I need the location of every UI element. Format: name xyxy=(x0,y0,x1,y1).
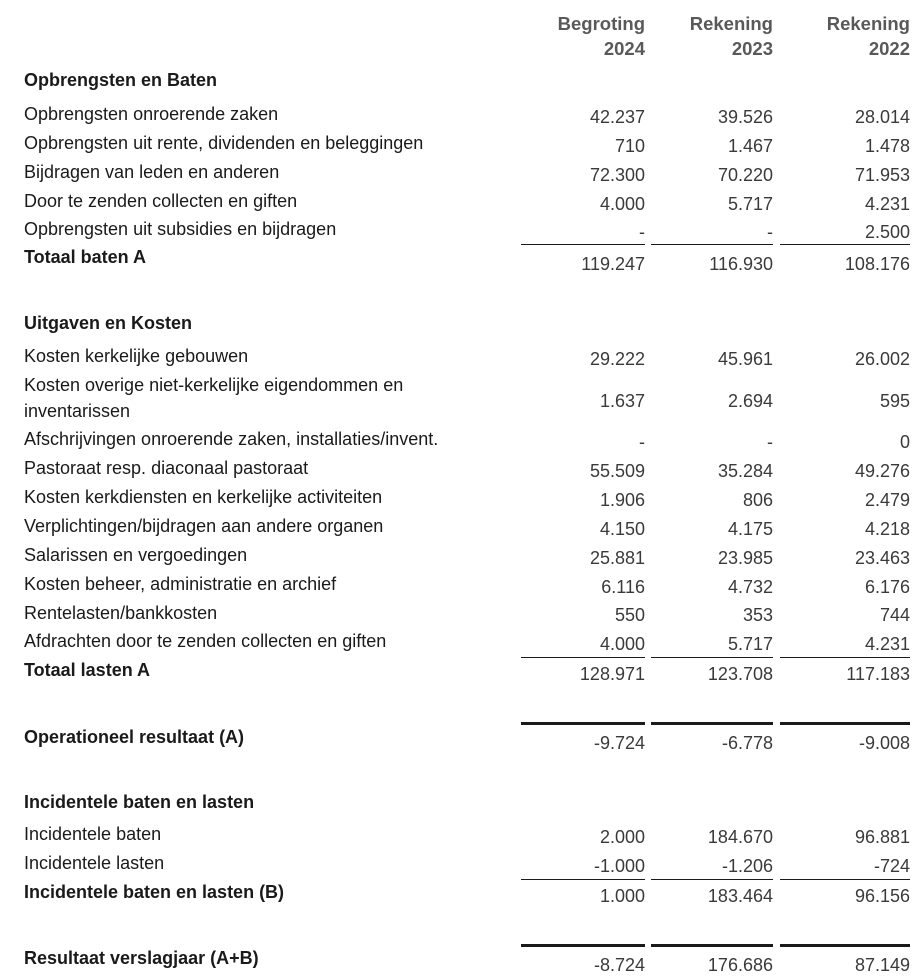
cell-rekening-2022: -724 xyxy=(873,856,910,876)
cell-rekening-2023: 45.961 xyxy=(717,349,773,369)
subtotal-rule xyxy=(521,657,645,658)
total-begroting-2024: 1.000 xyxy=(599,886,645,906)
total-begroting-2024: 119.247 xyxy=(581,254,645,274)
column-header-line2: 2024 xyxy=(603,38,645,59)
cell-begroting-2024: 25.881 xyxy=(589,548,645,568)
operational-result-label: Operationeel resultaat (A) xyxy=(24,727,245,747)
row-label: Salarissen en vergoedingen xyxy=(24,545,248,565)
cell-rekening-2022: 2.479 xyxy=(864,490,910,510)
result-rule xyxy=(780,722,910,725)
total-rekening-2022: 96.156 xyxy=(854,886,910,906)
result-rule xyxy=(780,944,910,947)
row-label: Incidentele baten xyxy=(24,824,162,844)
total-label: Totaal baten A xyxy=(24,247,147,267)
cell-rekening-2022: 71.953 xyxy=(854,165,910,185)
operational-result-rekening-2022: -9.008 xyxy=(858,733,910,753)
operational-result-begroting-2024: -9.724 xyxy=(593,733,645,753)
final-result-label: Resultaat verslagjaar (A+B) xyxy=(24,948,259,968)
final-result-rekening-2023: 176.686 xyxy=(707,955,773,975)
cell-begroting-2024: 29.222 xyxy=(589,349,645,369)
cell-rekening-2022: 6.176 xyxy=(864,577,910,597)
column-header-rekening-2022 xyxy=(779,11,910,61)
cell-rekening-2022: 96.881 xyxy=(854,827,910,847)
total-rekening-2023: 183.464 xyxy=(707,886,773,906)
column-header-line1: Begroting xyxy=(557,13,645,34)
section-title-kosten: Uitgaven en Kosten xyxy=(24,313,193,333)
subtotal-rule xyxy=(780,244,910,245)
result-rule xyxy=(521,722,645,725)
row-label: Door te zenden collecten en giften xyxy=(24,191,298,211)
row-label: Pastoraat resp. diaconaal pastoraat xyxy=(24,458,309,478)
cell-rekening-2022: 4.218 xyxy=(864,519,910,539)
cell-rekening-2022: 0 xyxy=(899,432,910,452)
result-rule xyxy=(521,944,645,947)
final-result-begroting-2024: -8.724 xyxy=(593,955,645,975)
cell-rekening-2023: 5.717 xyxy=(727,194,773,214)
cell-rekening-2022: 2.500 xyxy=(864,222,910,242)
cell-begroting-2024: 4.150 xyxy=(599,519,645,539)
cell-rekening-2022: 744 xyxy=(879,605,910,625)
row-label: Opbrengsten uit rente, dividenden en beleggingen xyxy=(24,133,424,153)
column-header-line1: Rekening xyxy=(689,13,773,34)
cell-rekening-2023: 4.732 xyxy=(727,577,773,597)
total-rekening-2022: 108.176 xyxy=(844,254,910,274)
total-begroting-2024: 128.971 xyxy=(579,664,645,684)
cell-rekening-2023: 353 xyxy=(742,605,773,625)
column-header-line2: 2022 xyxy=(868,38,910,59)
row-label: Incidentele lasten xyxy=(24,853,165,873)
cell-rekening-2023: 35.284 xyxy=(717,461,773,481)
column-header-begroting-2024 xyxy=(520,11,645,61)
cell-begroting-2024: 72.300 xyxy=(589,165,645,185)
cell-rekening-2023: 70.220 xyxy=(717,165,773,185)
subtotal-rule xyxy=(780,879,910,880)
subtotal-rule xyxy=(651,244,773,245)
cell-rekening-2023: - xyxy=(767,432,773,452)
cell-rekening-2023: 5.717 xyxy=(727,634,773,654)
cell-rekening-2023: 4.175 xyxy=(727,519,773,539)
row-label: Kosten kerkdiensten en kerkelijke activiteiten xyxy=(24,487,383,507)
total-label: Totaal lasten A xyxy=(24,660,151,680)
cell-begroting-2024: 4.000 xyxy=(599,634,645,654)
cell-rekening-2023: - xyxy=(767,222,773,242)
column-header-rekening-2023 xyxy=(650,11,773,61)
row-label: Verplichtingen/bijdragen aan andere organen xyxy=(24,516,384,536)
cell-begroting-2024: 2.000 xyxy=(599,827,645,847)
column-header-line1: Rekening xyxy=(826,13,910,34)
row-label: Opbrengsten onroerende zaken xyxy=(24,104,279,124)
subtotal-rule xyxy=(521,244,645,245)
row-label: Rentelasten/bankkosten xyxy=(24,603,218,623)
cell-rekening-2022: 4.231 xyxy=(864,634,910,654)
final-result-rekening-2022: 87.149 xyxy=(854,955,910,975)
cell-rekening-2023: 184.670 xyxy=(707,827,773,847)
subtotal-rule xyxy=(651,879,773,880)
row-label: Afdrachten door te zenden collecten en giften xyxy=(24,631,387,651)
cell-rekening-2023: 39.526 xyxy=(717,107,773,127)
cell-begroting-2024: - xyxy=(639,222,645,242)
cell-rekening-2022: 26.002 xyxy=(854,349,910,369)
result-rule xyxy=(651,722,773,725)
cell-begroting-2024: 550 xyxy=(614,605,645,625)
cell-rekening-2023: 2.694 xyxy=(727,391,773,411)
row-label-continued: inventarissen xyxy=(24,401,131,421)
cell-begroting-2024: 55.509 xyxy=(589,461,645,481)
row-label: Bijdragen van leden en anderen xyxy=(24,162,280,182)
subtotal-rule xyxy=(521,879,645,880)
result-rule xyxy=(651,944,773,947)
cell-rekening-2023: 806 xyxy=(742,490,773,510)
cell-begroting-2024: 42.237 xyxy=(589,107,645,127)
total-label: Incidentele baten en lasten (B) xyxy=(24,882,285,902)
cell-begroting-2024: 4.000 xyxy=(599,194,645,214)
cell-begroting-2024: 6.116 xyxy=(601,577,645,597)
cell-rekening-2022: 595 xyxy=(879,391,910,411)
section-title-baten: Opbrengsten en Baten xyxy=(24,70,218,90)
subtotal-rule xyxy=(780,657,910,658)
section-title-incidenteel: Incidentele baten en lasten xyxy=(24,792,255,812)
cell-begroting-2024: 710 xyxy=(614,136,645,156)
cell-rekening-2022: 1.478 xyxy=(864,136,910,156)
cell-rekening-2022: 28.014 xyxy=(854,107,910,127)
row-label: Kosten overige niet-kerkelijke eigendommen en xyxy=(24,375,404,395)
cell-begroting-2024: 1.906 xyxy=(599,490,645,510)
cell-begroting-2024: 1.637 xyxy=(599,391,645,411)
row-label: Kosten beheer, administratie en archief xyxy=(24,574,337,594)
row-label: Kosten kerkelijke gebouwen xyxy=(24,346,249,366)
cell-rekening-2023: 23.985 xyxy=(717,548,773,568)
cell-rekening-2022: 49.276 xyxy=(854,461,910,481)
total-rekening-2023: 123.708 xyxy=(707,664,773,684)
cell-begroting-2024: - xyxy=(639,432,645,452)
row-label: Opbrengsten uit subsidies en bijdragen xyxy=(24,219,337,239)
cell-rekening-2022: 4.231 xyxy=(864,194,910,214)
operational-result-rekening-2023: -6.778 xyxy=(721,733,773,753)
total-rekening-2022: 117.183 xyxy=(846,664,910,684)
total-rekening-2023: 116.930 xyxy=(709,254,773,274)
cell-begroting-2024: -1.000 xyxy=(593,856,645,876)
cell-rekening-2022: 23.463 xyxy=(854,548,910,568)
subtotal-rule xyxy=(651,657,773,658)
row-label: Afschrijvingen onroerende zaken, installaties/invent. xyxy=(24,429,439,449)
cell-rekening-2023: -1.206 xyxy=(721,856,773,876)
cell-rekening-2023: 1.467 xyxy=(727,136,773,156)
column-header-line2: 2023 xyxy=(731,38,773,59)
